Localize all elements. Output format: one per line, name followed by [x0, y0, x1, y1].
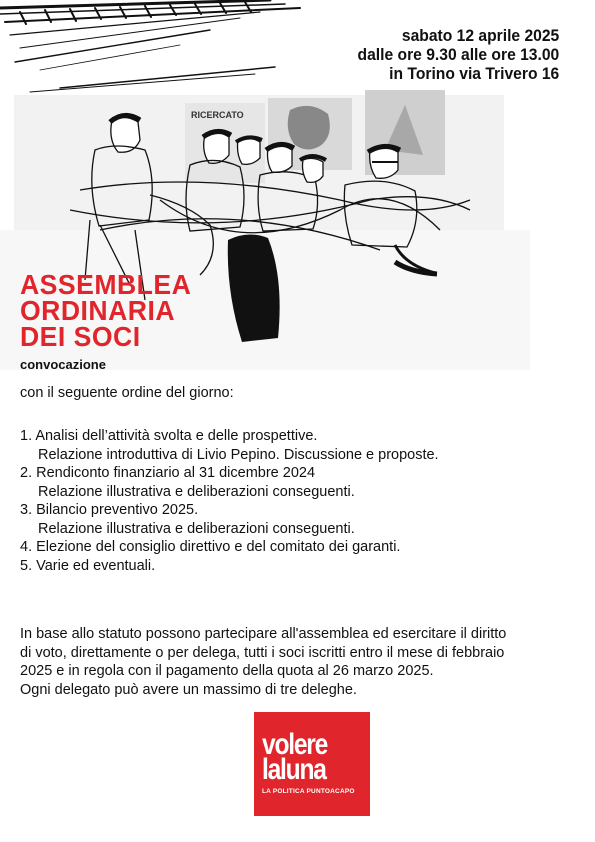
- event-date: sabato 12 aprile 2025: [401, 26, 559, 45]
- notice-line: di voto, direttamente o per delega, tutti i soci iscritti entro il mese di febbraio: [20, 644, 505, 661]
- title-line-3: DEI SOCI: [20, 321, 141, 352]
- agenda-item: 3. Bilancio preventivo 2025.: [20, 502, 199, 518]
- agenda-list: [20, 427, 439, 575]
- notice-line: In base allo statuto possono partecipare all'assemblea ed esercitare il diritto: [20, 626, 507, 642]
- poster-text: RICERCATO: [191, 110, 244, 120]
- convocazione-label: convocazione: [20, 357, 106, 372]
- logo-tagline: LA POLITICA PUNTOACAPO: [262, 788, 355, 795]
- title-line-2: ORDINARIA: [20, 295, 176, 326]
- logo-word-2: laluna: [262, 753, 326, 786]
- agenda-item-detail: Relazione introduttiva di Livio Pepino. Discussione e proposte.: [38, 446, 439, 463]
- event-time: dalle ore 9.30 alle ore 13.00: [357, 45, 559, 64]
- event-place: in Torino via Trivero 16: [388, 64, 559, 83]
- notice-line: 2025 e in regola con il pagamento della quota al 26 marzo 2025.: [20, 663, 434, 679]
- participation-notice: [20, 625, 575, 699]
- agenda-item-detail: Relazione illustrativa e deliberazioni conseguenti.: [38, 483, 355, 500]
- agenda-item: 1. Analisi dell’attività svolta e delle prospettive.: [20, 428, 318, 444]
- title-line-1: ASSEMBLEA: [20, 269, 192, 300]
- agenda-item: 2. Rendiconto finanziario al 31 dicembre 2024: [20, 465, 316, 481]
- page-title: [20, 269, 192, 352]
- agenda-item-detail: Relazione illustrativa e deliberazioni conseguenti.: [38, 520, 355, 537]
- agenda-intro: con il seguente ordine del giorno:: [20, 385, 234, 401]
- volere-la-luna-logo: [254, 712, 370, 816]
- ceiling-beams: [0, 0, 300, 92]
- logo-word-1: volere: [262, 728, 328, 761]
- agenda-item: 5. Varie ed eventuali.: [20, 557, 156, 574]
- agenda-item: 4. Elezione del consiglio direttivo e del comitato dei garanti.: [20, 539, 401, 555]
- notice-line: Ogni delegato può avere un massimo di tre deleghe.: [20, 681, 357, 698]
- event-info: [357, 26, 559, 83]
